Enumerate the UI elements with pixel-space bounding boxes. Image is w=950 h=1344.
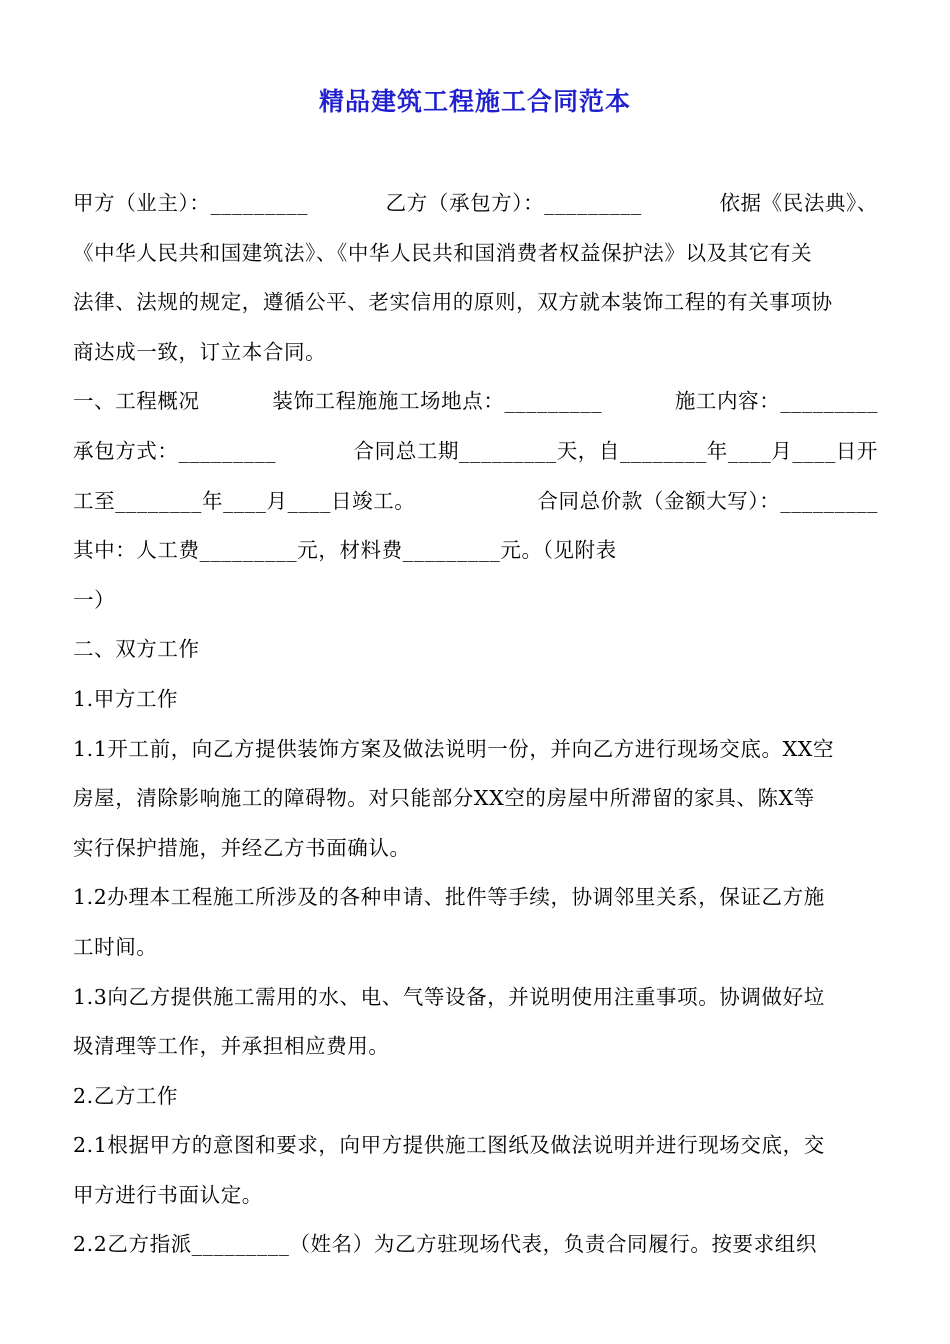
paragraph-line: 一）	[73, 587, 116, 612]
paragraph-line: 法律、法规的规定，遵循公平、老实信用的原则，双方就本装饰工程的有关事项协	[73, 290, 833, 315]
completion-date-field: 工至________年____月____日竣工。	[73, 488, 416, 513]
paragraph-line: 圾清理等工作，并承担相应费用。	[73, 1034, 390, 1059]
paragraph-line: 1.1开工前，向乙方提供装饰方案及做法说明一份，并向乙方进行现场交底。XX空	[73, 736, 835, 761]
paragraph-line: 《中华人民共和国建筑法》、《中华人民共和国消费者权益保护法》以及其它有关	[73, 240, 813, 265]
paragraph-line: 2.1根据甲方的意图和要求，向甲方提供施工图纸及做法说明并进行现场交底，交	[73, 1133, 825, 1158]
party-line	[73, 179, 878, 229]
paragraph-line: 实行保护措施，并经乙方书面确认。	[73, 835, 411, 860]
contract-method-field: 承包方式：_________	[73, 438, 277, 463]
paragraph-line: 甲方进行书面认定。	[73, 1182, 263, 1207]
cost-breakdown-line: 其中：人工费_________元，材料费_________元。（见附表	[73, 538, 617, 563]
completion-price-line	[73, 477, 878, 527]
subsection-heading: 1.甲方工作	[73, 686, 179, 711]
paragraph-line: 1.3向乙方提供施工需用的水、电、气等设备，并说明使用注重事项。协调做好垃	[73, 984, 825, 1009]
site-location-field: 装饰工程施施工场地点：_________	[272, 389, 603, 414]
section-heading: 一、工程概况	[73, 389, 200, 414]
party-a-field: 甲方（业主）：_________	[73, 191, 309, 215]
paragraph-line: 2.2乙方指派_________（姓名）为乙方驻现场代表，负责合同履行。按要求组织	[73, 1232, 817, 1257]
party-b-field: 乙方（承包方）：_________	[385, 191, 642, 215]
contract-term-line	[73, 427, 878, 477]
contract-body	[73, 179, 878, 1270]
section-heading: 二、双方工作	[73, 637, 200, 662]
subsection-heading: 2.乙方工作	[73, 1083, 179, 1108]
paragraph-line: 1.2办理本工程施工所涉及的各种申请、批件等手续，协调邻里关系，保证乙方施	[73, 885, 825, 910]
legal-basis-start: 依据《民法典》、	[719, 191, 878, 215]
project-overview-line	[73, 377, 878, 427]
duration-field: 合同总工期_________天，自________年____月____日开	[353, 438, 878, 463]
paragraph-line: 商达成一致，订立本合同。	[73, 339, 327, 364]
total-price-field: 合同总价款（金额大写）：_________	[537, 488, 878, 513]
work-content-field: 施工内容：_________	[674, 389, 878, 414]
document-title: 精品建筑工程施工合同范本	[318, 87, 631, 116]
paragraph-line: 房屋，清除影响施工的障碍物。对只能部分XX空的房屋中所滞留的家具、陈X等	[73, 786, 815, 811]
paragraph-line: 工时间。	[73, 934, 158, 959]
